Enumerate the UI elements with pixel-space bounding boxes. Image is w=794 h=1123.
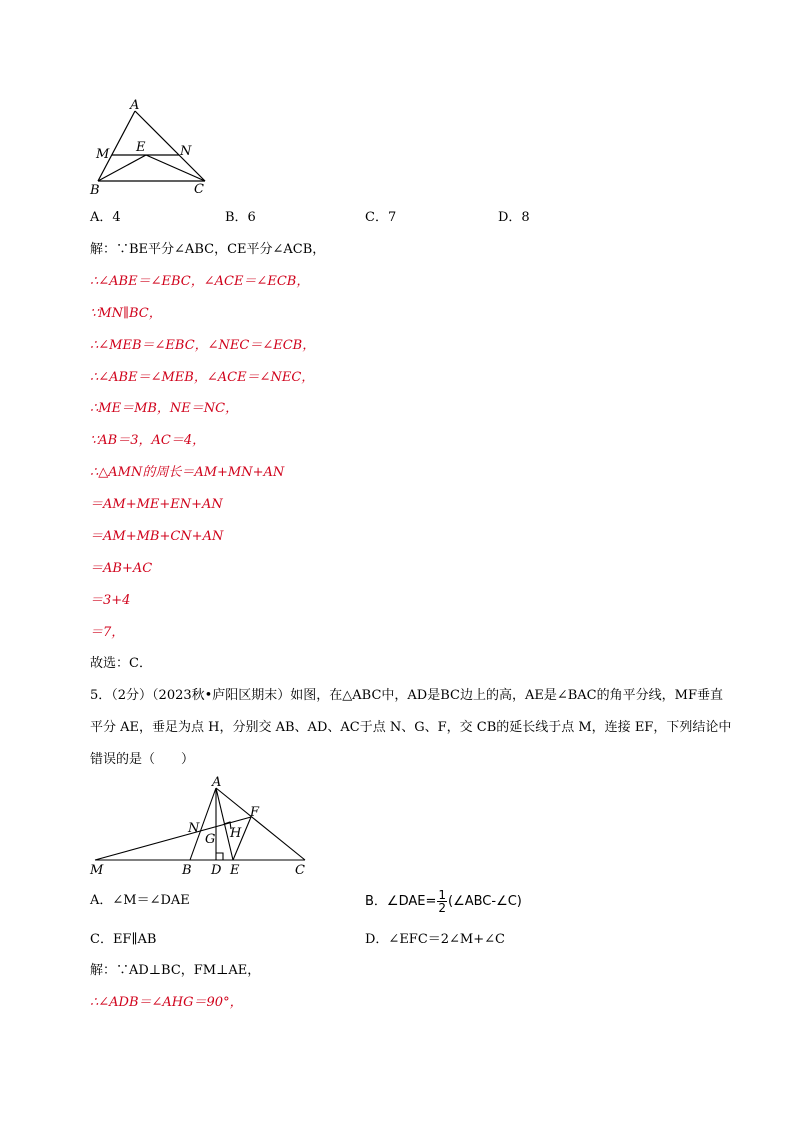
- label-f: F: [250, 805, 260, 820]
- right-angle-d: [216, 853, 223, 860]
- q5-option-d: D．∠EFC＝2∠M+∠C: [365, 932, 505, 947]
- label-d: D: [211, 863, 222, 878]
- solution1-line-9: ＝AM+ME+EN+AN: [90, 497, 223, 512]
- solution1-line-10: ＝AM+MB+CN+AN: [90, 529, 224, 544]
- solution1-line-5: ∴∠ABE＝∠MEB，∠ACE＝∠NEC，: [90, 370, 315, 385]
- label-b: B: [90, 183, 100, 198]
- label-n: N: [188, 821, 200, 836]
- label-a: A: [130, 98, 140, 113]
- q5-line-2: 平分 AE，垂足为点 H，分别交 AB、AD、AC于点 N、G、F，交 CB的延长线于点 M，连接 EF，下列结论中: [90, 720, 732, 735]
- figure-triangle-abc-mn: [88, 96, 218, 200]
- label-h: H: [230, 826, 242, 841]
- segment-ac: [216, 788, 305, 860]
- q4-option-b: B．6: [225, 210, 256, 225]
- label-g: G: [205, 832, 216, 847]
- solution1-line-14: 故选：C．: [90, 656, 152, 671]
- segment-ac: [135, 111, 205, 181]
- fraction-denominator: 2: [438, 901, 446, 915]
- label-e: E: [230, 863, 240, 878]
- q5-option-b-prefix: B．∠DAE=: [365, 894, 437, 909]
- label-n: N: [180, 144, 192, 159]
- solution1-line-12: ＝3+4: [90, 593, 131, 608]
- q4-option-a: A．4: [90, 210, 121, 225]
- solution1-line-11: ＝AB+AC: [90, 561, 153, 576]
- solution2-line-1: 解：∵AD⊥BC，FM⊥AE，: [90, 963, 261, 978]
- solution1-line-7: ∵AB＝3，AC＝4，: [90, 433, 206, 448]
- q4-option-c: C．7: [365, 210, 397, 225]
- label-b: B: [182, 863, 192, 878]
- q5-option-b-suffix: (∠ABC-∠C): [448, 894, 522, 909]
- solution1-line-2: ∴∠ABE＝∠EBC，∠ACE＝∠ECB，: [90, 274, 310, 289]
- solution1-line-1-text: 解：∵BE平分∠ABC，CE平分∠ACB，: [90, 242, 326, 257]
- q4-option-d: D．8: [498, 210, 530, 225]
- q5-option-b: [365, 889, 522, 914]
- q5-line-1: 5．（2分）（2023秋•庐阳区期末）如图，在△ABC中，AD是BC边上的高，AE是∠BAC的角平分线，MF垂直: [90, 688, 723, 703]
- solution1-line-6: ∴ME＝MB，NE＝NC，: [90, 401, 239, 416]
- q5-option-c: C．EF∥AB: [90, 932, 157, 947]
- label-c: C: [194, 182, 204, 197]
- label-m: M: [96, 147, 110, 162]
- figure-triangle-abc-mf: [86, 776, 318, 878]
- label-m: M: [90, 863, 104, 878]
- label-e: E: [136, 140, 146, 155]
- solution1-line-13: ＝7，: [90, 625, 125, 640]
- q5-line-3: 错误的是（ ）: [90, 752, 195, 767]
- solution1-line-1: [90, 242, 325, 258]
- label-c: C: [295, 863, 305, 878]
- solution1-line-8: ∴△AMN的周长＝AM+MN+AN: [90, 465, 285, 480]
- solution1-line-4: ∴∠MEB＝∠EBC，∠NEC＝∠ECB，: [90, 338, 316, 353]
- segment-ce: [146, 155, 205, 181]
- label-a: A: [212, 776, 222, 790]
- solution2-line-2: ∴∠ADB＝∠AHG＝90°，: [90, 995, 243, 1010]
- solution1-line-3: ∵MN∥BC，: [90, 306, 162, 321]
- q5-option-a: A．∠M＝∠DAE: [90, 893, 190, 908]
- fraction-numerator: 1: [438, 888, 446, 902]
- q5-option-b-fraction: [437, 889, 447, 914]
